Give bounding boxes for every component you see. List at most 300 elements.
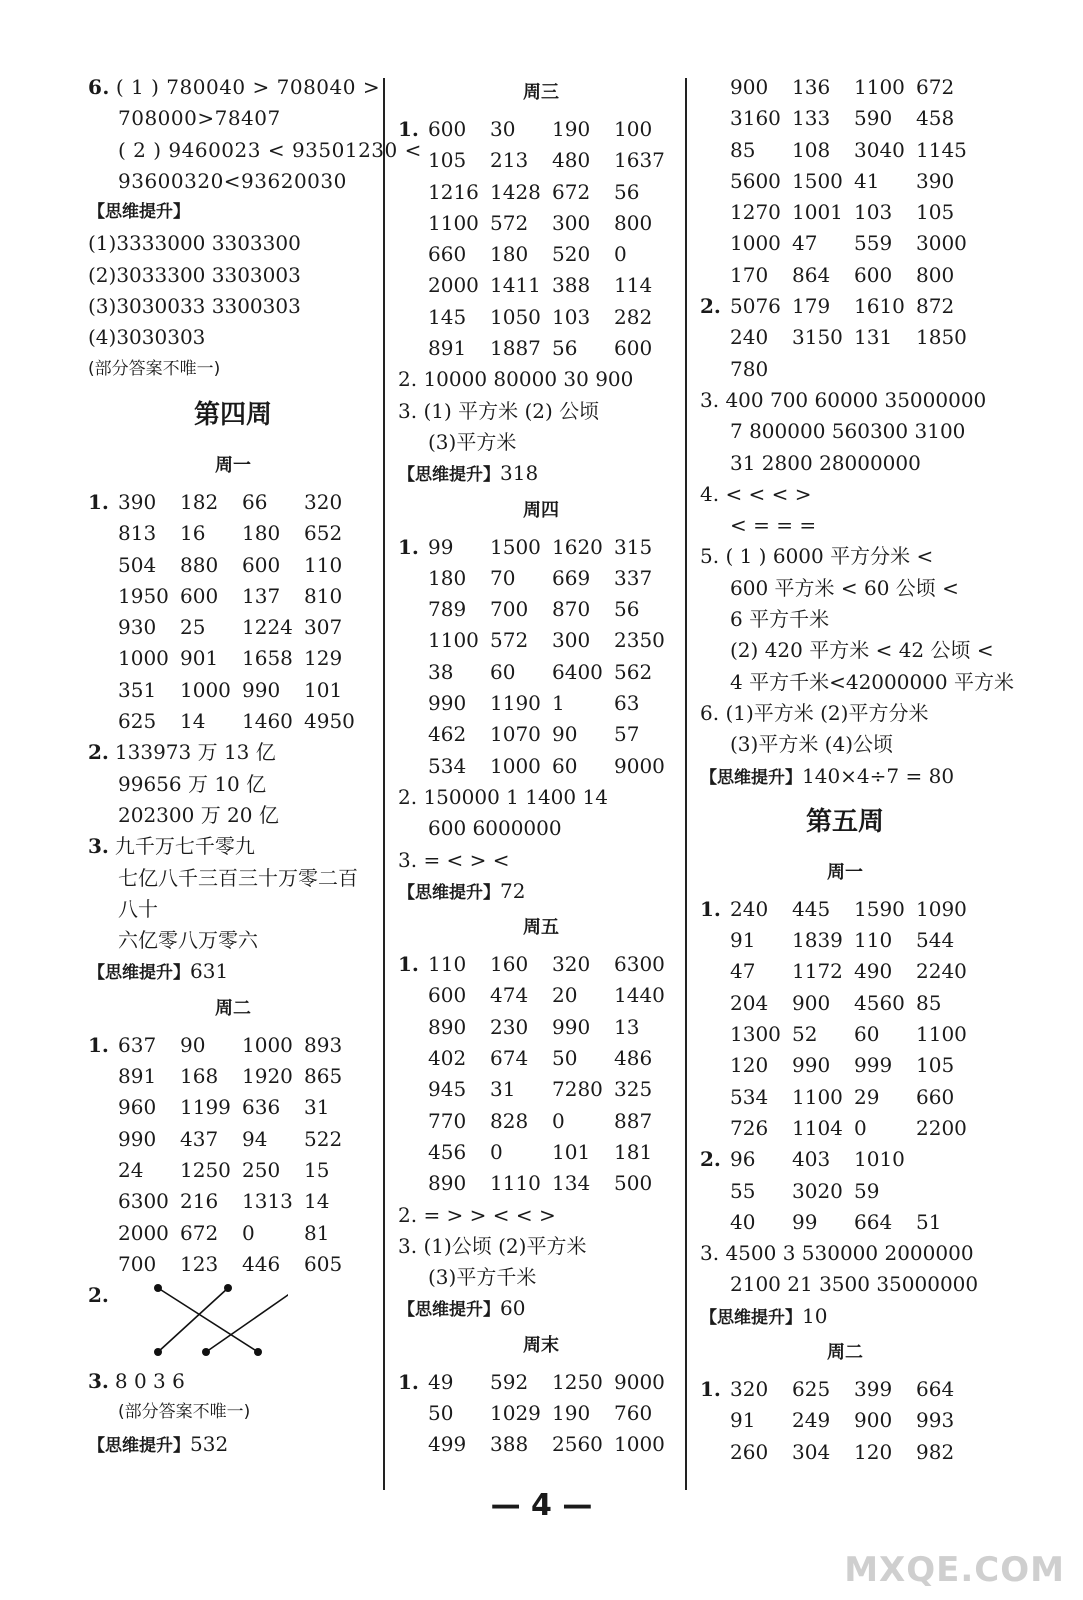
table-cell: 99	[428, 534, 454, 559]
table-cell: 99	[792, 1209, 818, 1234]
tue-note: (部分答案不唯一)	[118, 1402, 251, 1423]
fri-q3-line-2: (3)平方千米	[428, 1265, 537, 1290]
mon5-think: 【思维提升】10	[700, 1303, 828, 1328]
table-cell: 13	[614, 1014, 640, 1039]
table-cell: 1920	[242, 1064, 293, 1089]
table-cell: 700	[490, 597, 529, 622]
table-cell: 388	[490, 1432, 529, 1457]
table-cell: 1145	[916, 137, 967, 162]
table-cell: 25	[180, 615, 206, 640]
table-cell: 800	[916, 262, 955, 287]
mon-q2-line-1: 2. 133973 万 13 亿	[88, 740, 276, 765]
table-cell: 891	[428, 336, 467, 361]
table-cell: 458	[916, 106, 955, 131]
table-cell: 660	[428, 242, 467, 267]
q2-table	[700, 291, 990, 385]
fri-q3-line-1: 3. (1)公顷 (2)平方米	[398, 1233, 587, 1258]
table-cell: 216	[180, 1189, 219, 1214]
table-cell: 600	[428, 983, 467, 1008]
table-cell: 600	[242, 552, 281, 577]
q6-line-1: 6. (1)平方米 (2)平方分米	[700, 700, 929, 725]
day-title-weekend: 周末	[523, 1334, 559, 1356]
table-cell: 320	[730, 1376, 769, 1401]
table-cell: 674	[490, 1046, 529, 1071]
table-cell: 1637	[614, 148, 665, 173]
table-cell: 600	[180, 583, 219, 608]
table-cell: 1590	[854, 896, 905, 921]
table-cell: 592	[490, 1369, 529, 1394]
table-cell: 1029	[490, 1400, 541, 1425]
table-cell: 456	[428, 1139, 467, 1164]
table-cell: 1001	[792, 200, 843, 225]
match-dot	[224, 1284, 232, 1292]
table-cell: 190	[552, 117, 591, 141]
day-title-fri: 周五	[523, 917, 559, 939]
table-cell: 600	[614, 336, 653, 361]
table-cell: 474	[490, 983, 529, 1008]
table-cell: 534	[428, 753, 467, 778]
table-cell: 56	[614, 179, 640, 204]
table-cell: 0	[242, 1220, 255, 1245]
table-cell: 249	[792, 1408, 831, 1433]
table-cell: 24	[118, 1157, 144, 1182]
thu-q1-table	[398, 532, 684, 782]
table-cell: 300	[552, 210, 591, 235]
think-line-3: (3)3030033 3300303	[88, 294, 301, 319]
table-cell: 664	[916, 1376, 955, 1401]
table-cell: 890	[428, 1171, 467, 1196]
table-cell: 672	[552, 179, 591, 204]
table-cell: 770	[428, 1108, 467, 1133]
table-cell: 504	[118, 552, 157, 577]
q6-line-3: ( 2 ) 9460023 < 93501230 <	[118, 137, 422, 162]
table-cell: 534	[730, 1084, 769, 1109]
table-cell: 90	[552, 722, 578, 747]
table-cell: 160	[490, 952, 529, 977]
q2-number: 2.	[700, 294, 721, 319]
mon5-q1-table	[700, 894, 990, 1144]
answer-column-2	[398, 72, 684, 1461]
table-cell: 500	[614, 1171, 653, 1196]
table-cell: 990	[792, 1053, 831, 1078]
wed-q3-line-1: 3. (1) 平方米 (2) 公顷	[398, 398, 600, 423]
table-cell: 2200	[916, 1115, 967, 1140]
table-cell: 887	[614, 1108, 653, 1133]
table-cell: 1000	[614, 1432, 665, 1457]
table-cell: 652	[304, 521, 343, 546]
table-cell: 446	[242, 1251, 281, 1276]
table-cell: 110	[304, 552, 343, 577]
think-heading: 【思维提升】	[88, 202, 190, 223]
table-cell: 315	[614, 534, 653, 559]
match-dot	[254, 1348, 262, 1356]
match-dot	[202, 1348, 210, 1356]
table-cell: 351	[118, 677, 157, 702]
table-cell: 91	[730, 1408, 756, 1433]
table-cell: 2350	[614, 628, 665, 653]
table-cell: 945	[428, 1077, 467, 1102]
tue-q2	[88, 1280, 378, 1366]
table-cell: 29	[854, 1084, 880, 1109]
table-cell: 1428	[490, 179, 541, 204]
table-cell: 2560	[552, 1432, 603, 1457]
table-cell: 1440	[614, 983, 665, 1008]
table-cell: 14	[180, 709, 206, 734]
table-cell: 672	[916, 75, 955, 99]
mon5-q3-line-2: 2100 21 3500 35000000	[730, 1272, 979, 1297]
table-cell: 85	[916, 990, 942, 1015]
answer-column-1	[88, 72, 422, 1460]
note-text: (部分答案不唯一)	[88, 358, 221, 379]
column-divider-right	[685, 78, 687, 1490]
table-cell: 41	[854, 168, 880, 193]
table-cell: 600	[854, 262, 893, 287]
table-cell: 325	[614, 1077, 653, 1102]
table-cell: 101	[552, 1139, 591, 1164]
table-cell: 890	[428, 1014, 467, 1039]
table-cell: 600	[428, 117, 467, 141]
table-cell: 3160	[730, 106, 781, 131]
tue5-q1	[700, 1374, 990, 1468]
mon-q1	[88, 487, 378, 737]
table-cell: 1100	[428, 210, 479, 235]
table-cell: 1216	[428, 179, 479, 204]
table-cell: 562	[614, 659, 653, 684]
week5-title: 第五周	[805, 806, 884, 837]
table-cell: 700	[118, 1251, 157, 1276]
mon-q2-line-2: 99656 万 10 亿	[118, 771, 267, 796]
table-cell: 390	[118, 489, 157, 514]
table-cell: 49	[428, 1369, 454, 1394]
table-cell: 60	[854, 1022, 880, 1047]
table-cell: 105	[428, 148, 467, 173]
table-cell: 636	[242, 1095, 281, 1120]
table-cell: 120	[730, 1053, 769, 1078]
mon5-q3-line-1: 3. 4500 3 530000 2000000	[700, 1241, 974, 1266]
table-cell: 260	[730, 1439, 769, 1464]
table-cell: 572	[490, 210, 529, 235]
table-cell: 880	[180, 552, 219, 577]
page-number: — 4 —	[490, 1488, 593, 1523]
table-cell: 1100	[792, 1084, 843, 1109]
table-cell: 872	[916, 294, 955, 319]
table-cell: 522	[304, 1126, 343, 1151]
table-cell: 108	[792, 137, 831, 162]
table-cell: 133	[792, 106, 831, 131]
table-cell: 300	[552, 628, 591, 653]
q5-line-1: 5. ( 1 ) 6000 平方分米 <	[700, 544, 934, 569]
table-cell: 4950	[304, 709, 355, 734]
table-cell: 91	[730, 928, 756, 953]
table-cell: 120	[854, 1439, 893, 1464]
table-cell: 181	[614, 1139, 653, 1164]
table-cell: 490	[854, 959, 893, 984]
q1-number: 1.	[398, 534, 419, 559]
table-cell: 1000	[490, 753, 541, 778]
q4-line-2: < = = =	[730, 513, 817, 538]
table-cell: 1190	[490, 691, 541, 716]
mon-think: 【思维提升】631	[88, 959, 229, 984]
wed-q3-line-2: (3)平方米	[428, 429, 517, 454]
table-cell: 2000	[118, 1220, 169, 1245]
weekend-q1-table	[398, 1367, 684, 1461]
table-cell: 1839	[792, 928, 843, 953]
mon5-q2-table	[700, 1144, 990, 1238]
q6-line-4: 93600320<93620030	[118, 168, 347, 193]
table-cell: 100	[614, 117, 653, 141]
table-cell: 320	[552, 952, 591, 977]
table-cell: 66	[242, 489, 268, 514]
table-cell: 1070	[490, 722, 541, 747]
table-cell: 901	[180, 646, 219, 671]
table-cell: 30	[490, 117, 516, 141]
think-line-4: (4)3030303	[88, 325, 206, 350]
table-cell: 544	[916, 928, 955, 953]
thu-q1	[398, 532, 684, 782]
wed-q2: 2. 10000 80000 30 900	[398, 367, 634, 392]
continued-table	[700, 72, 990, 291]
table-cell: 337	[614, 565, 653, 590]
day-title-mon5: 周一	[827, 861, 863, 883]
table-cell: 136	[792, 75, 831, 99]
table-cell: 59	[854, 1178, 880, 1203]
table-cell: 800	[614, 210, 653, 235]
table-cell: 47	[730, 959, 756, 984]
table-cell: 1100	[428, 628, 479, 653]
table-cell: 101	[304, 677, 343, 702]
q5-line-5: 4 平方千米<42000000 平方米	[730, 669, 1014, 694]
think-line-1: (1)3333000 3303300	[88, 231, 301, 256]
table-cell: 1000	[118, 646, 169, 671]
table-cell: 90	[180, 1032, 206, 1057]
table-cell: 893	[304, 1032, 343, 1057]
q1-number: 1.	[398, 952, 419, 977]
match-line-1	[158, 1288, 258, 1352]
table-cell: 1100	[916, 1022, 967, 1047]
table-cell: 60	[552, 753, 578, 778]
mon-q3-line-1: 3. 九千万七千零九	[88, 834, 255, 859]
table-cell: 190	[552, 1400, 591, 1425]
table-cell: 1000	[180, 677, 231, 702]
table-cell: 1104	[792, 1115, 843, 1140]
q2-number: 2.	[700, 1147, 721, 1172]
table-cell: 7280	[552, 1077, 603, 1102]
q1-number: 1.	[700, 896, 721, 921]
table-cell: 462	[428, 722, 467, 747]
fri-q1-table	[398, 949, 684, 1199]
table-cell: 664	[854, 1209, 893, 1234]
fri-think: 【思维提升】60	[398, 1296, 526, 1321]
table-cell: 388	[552, 273, 591, 298]
day-title-tue: 周二	[215, 997, 251, 1019]
table-cell: 55	[730, 1178, 756, 1203]
table-cell: 990	[428, 691, 467, 716]
table-cell: 40	[730, 1209, 756, 1234]
table-cell: 780	[730, 356, 769, 381]
thu-q2-line-1: 2. 150000 1 1400 14	[398, 784, 608, 809]
table-cell: 605	[304, 1251, 343, 1276]
mon-q3-line-2: 七亿八千三百三十万零二百	[118, 865, 358, 890]
table-cell: 1224	[242, 615, 293, 640]
table-cell: 760	[614, 1400, 653, 1425]
table-cell: 1250	[180, 1157, 231, 1182]
table-cell: 3040	[854, 137, 905, 162]
mon-q3-line-4: 六亿零八万零六	[118, 928, 258, 953]
table-cell: 5076	[730, 294, 781, 319]
table-cell: 828	[490, 1108, 529, 1133]
table-cell: 813	[118, 521, 157, 546]
tue-q3: 3. 8 0 3 6	[88, 1369, 185, 1394]
table-cell: 182	[180, 489, 219, 514]
q3-line-1: 3. 400 700 60000 35000000	[700, 387, 987, 412]
q1-number: 1.	[398, 117, 419, 141]
table-cell: 999	[854, 1053, 893, 1078]
table-cell: 982	[916, 1439, 955, 1464]
table-cell: 480	[552, 148, 591, 173]
table-cell	[916, 1144, 978, 1175]
week4-title: 第四周	[193, 399, 272, 430]
table-cell: 625	[118, 709, 157, 734]
table-cell: 85	[730, 137, 756, 162]
table-cell: 1460	[242, 709, 293, 734]
table-cell: 1610	[854, 294, 905, 319]
table-cell: 1	[552, 691, 565, 716]
table-cell: 137	[242, 583, 281, 608]
table-cell: 1010	[854, 1147, 905, 1172]
table-cell: 900	[792, 990, 831, 1015]
q6-line-2: 708000>78407	[118, 106, 281, 131]
table-cell: 1199	[180, 1095, 231, 1120]
table-cell: 179	[792, 294, 831, 319]
table-cell: 1313	[242, 1189, 293, 1214]
table-cell: 900	[730, 75, 769, 99]
table-cell: 3150	[792, 325, 843, 350]
q1-number: 1.	[398, 1369, 419, 1394]
table-cell: 5600	[730, 168, 781, 193]
match-dot	[154, 1284, 162, 1292]
table-cell: 9000	[614, 753, 665, 778]
table-cell: 96	[730, 1147, 756, 1172]
tue5-q1-table	[700, 1374, 990, 1468]
table-cell: 1850	[916, 325, 967, 350]
table-cell: 307	[304, 615, 343, 640]
table-cell: 56	[552, 336, 578, 361]
table-cell: 103	[854, 200, 893, 225]
q5-line-3: 6 平方千米	[730, 607, 830, 632]
table-cell: 63	[614, 691, 640, 716]
table-cell: 204	[730, 990, 769, 1015]
q1-number: 1.	[88, 489, 109, 514]
table-cell: 134	[552, 1171, 591, 1196]
table-cell: 0	[490, 1139, 503, 1164]
q3-line-3: 31 2800 28000000	[730, 450, 921, 475]
table-cell: 891	[118, 1064, 157, 1089]
table-cell: 51	[916, 1209, 942, 1234]
table-cell: 0	[614, 242, 627, 267]
q5-line-2: 600 平方米 < 60 公顷 <	[730, 575, 959, 600]
table-cell: 399	[854, 1376, 893, 1401]
table-cell: 2000	[428, 273, 479, 298]
table-cell: 14	[304, 1189, 330, 1214]
fri-q2: 2. = > > < < >	[398, 1202, 556, 1227]
table-cell: 390	[916, 168, 955, 193]
q2-block	[700, 291, 990, 385]
table-cell: 590	[854, 106, 893, 131]
fri-q1	[398, 949, 684, 1199]
day-title-mon: 周一	[215, 454, 251, 476]
table-cell: 230	[490, 1014, 529, 1039]
table-cell: 81	[304, 1220, 330, 1245]
weekend-q1	[398, 1367, 684, 1461]
day-title-wed: 周三	[523, 82, 559, 103]
table-cell: 625	[792, 1376, 831, 1401]
table-cell: 70	[490, 565, 516, 590]
day-title-thu: 周四	[523, 499, 559, 521]
table-cell: 240	[730, 325, 769, 350]
table-cell: 486	[614, 1046, 653, 1071]
table-cell: 1620	[552, 534, 603, 559]
table-cell: 520	[552, 242, 591, 267]
table-cell: 990	[118, 1126, 157, 1151]
table-cell: 865	[304, 1064, 343, 1089]
table-cell: 60	[490, 659, 516, 684]
table-cell: 672	[180, 1220, 219, 1245]
table-cell: 56	[614, 597, 640, 622]
think-80: 【思维提升】140×4÷7 = 80	[700, 763, 955, 788]
match-line-2	[158, 1288, 228, 1352]
table-cell: 282	[614, 304, 653, 329]
q4-line-1: 4. < < < >	[700, 481, 812, 506]
table-cell: 1950	[118, 583, 169, 608]
table-cell: 1000	[242, 1032, 293, 1057]
table-cell: 1250	[552, 1369, 603, 1394]
table-cell: 123	[180, 1251, 219, 1276]
table-cell: 1500	[490, 534, 541, 559]
table-cell: 110	[428, 952, 467, 977]
table-cell: 129	[304, 646, 343, 671]
table-cell: 1500	[792, 168, 843, 193]
table-cell: 402	[428, 1046, 467, 1071]
table-cell: 250	[242, 1157, 281, 1182]
table-cell: 145	[428, 304, 467, 329]
table-cell: 637	[118, 1032, 157, 1057]
table-cell: 810	[304, 583, 343, 608]
table-cell: 1050	[490, 304, 541, 329]
table-cell: 559	[854, 231, 893, 256]
table-cell: 31	[304, 1095, 330, 1120]
match-dot	[154, 1348, 162, 1356]
table-cell: 1411	[490, 273, 541, 298]
table-cell: 180	[242, 521, 281, 546]
answer-column-3	[700, 72, 1014, 1468]
table-cell: 1100	[854, 75, 905, 99]
table-cell	[916, 1176, 978, 1207]
wed-q1	[398, 114, 684, 364]
table-cell: 1300	[730, 1022, 781, 1047]
thu-q3: 3. = < > <	[398, 847, 510, 872]
table-cell: 170	[730, 262, 769, 287]
table-cell: 131	[854, 325, 893, 350]
table-cell: 1887	[490, 336, 541, 361]
table-cell: 1090	[916, 896, 967, 921]
mon-q2-line-3: 202300 万 20 亿	[118, 802, 279, 827]
table-cell: 1270	[730, 200, 781, 225]
q3-line-2: 7 800000 560300 3100	[730, 419, 966, 444]
matching-lines-diagram	[128, 1280, 288, 1366]
table-cell: 15	[304, 1157, 330, 1182]
table-cell: 16	[180, 521, 206, 546]
table-cell: 240	[730, 896, 769, 921]
